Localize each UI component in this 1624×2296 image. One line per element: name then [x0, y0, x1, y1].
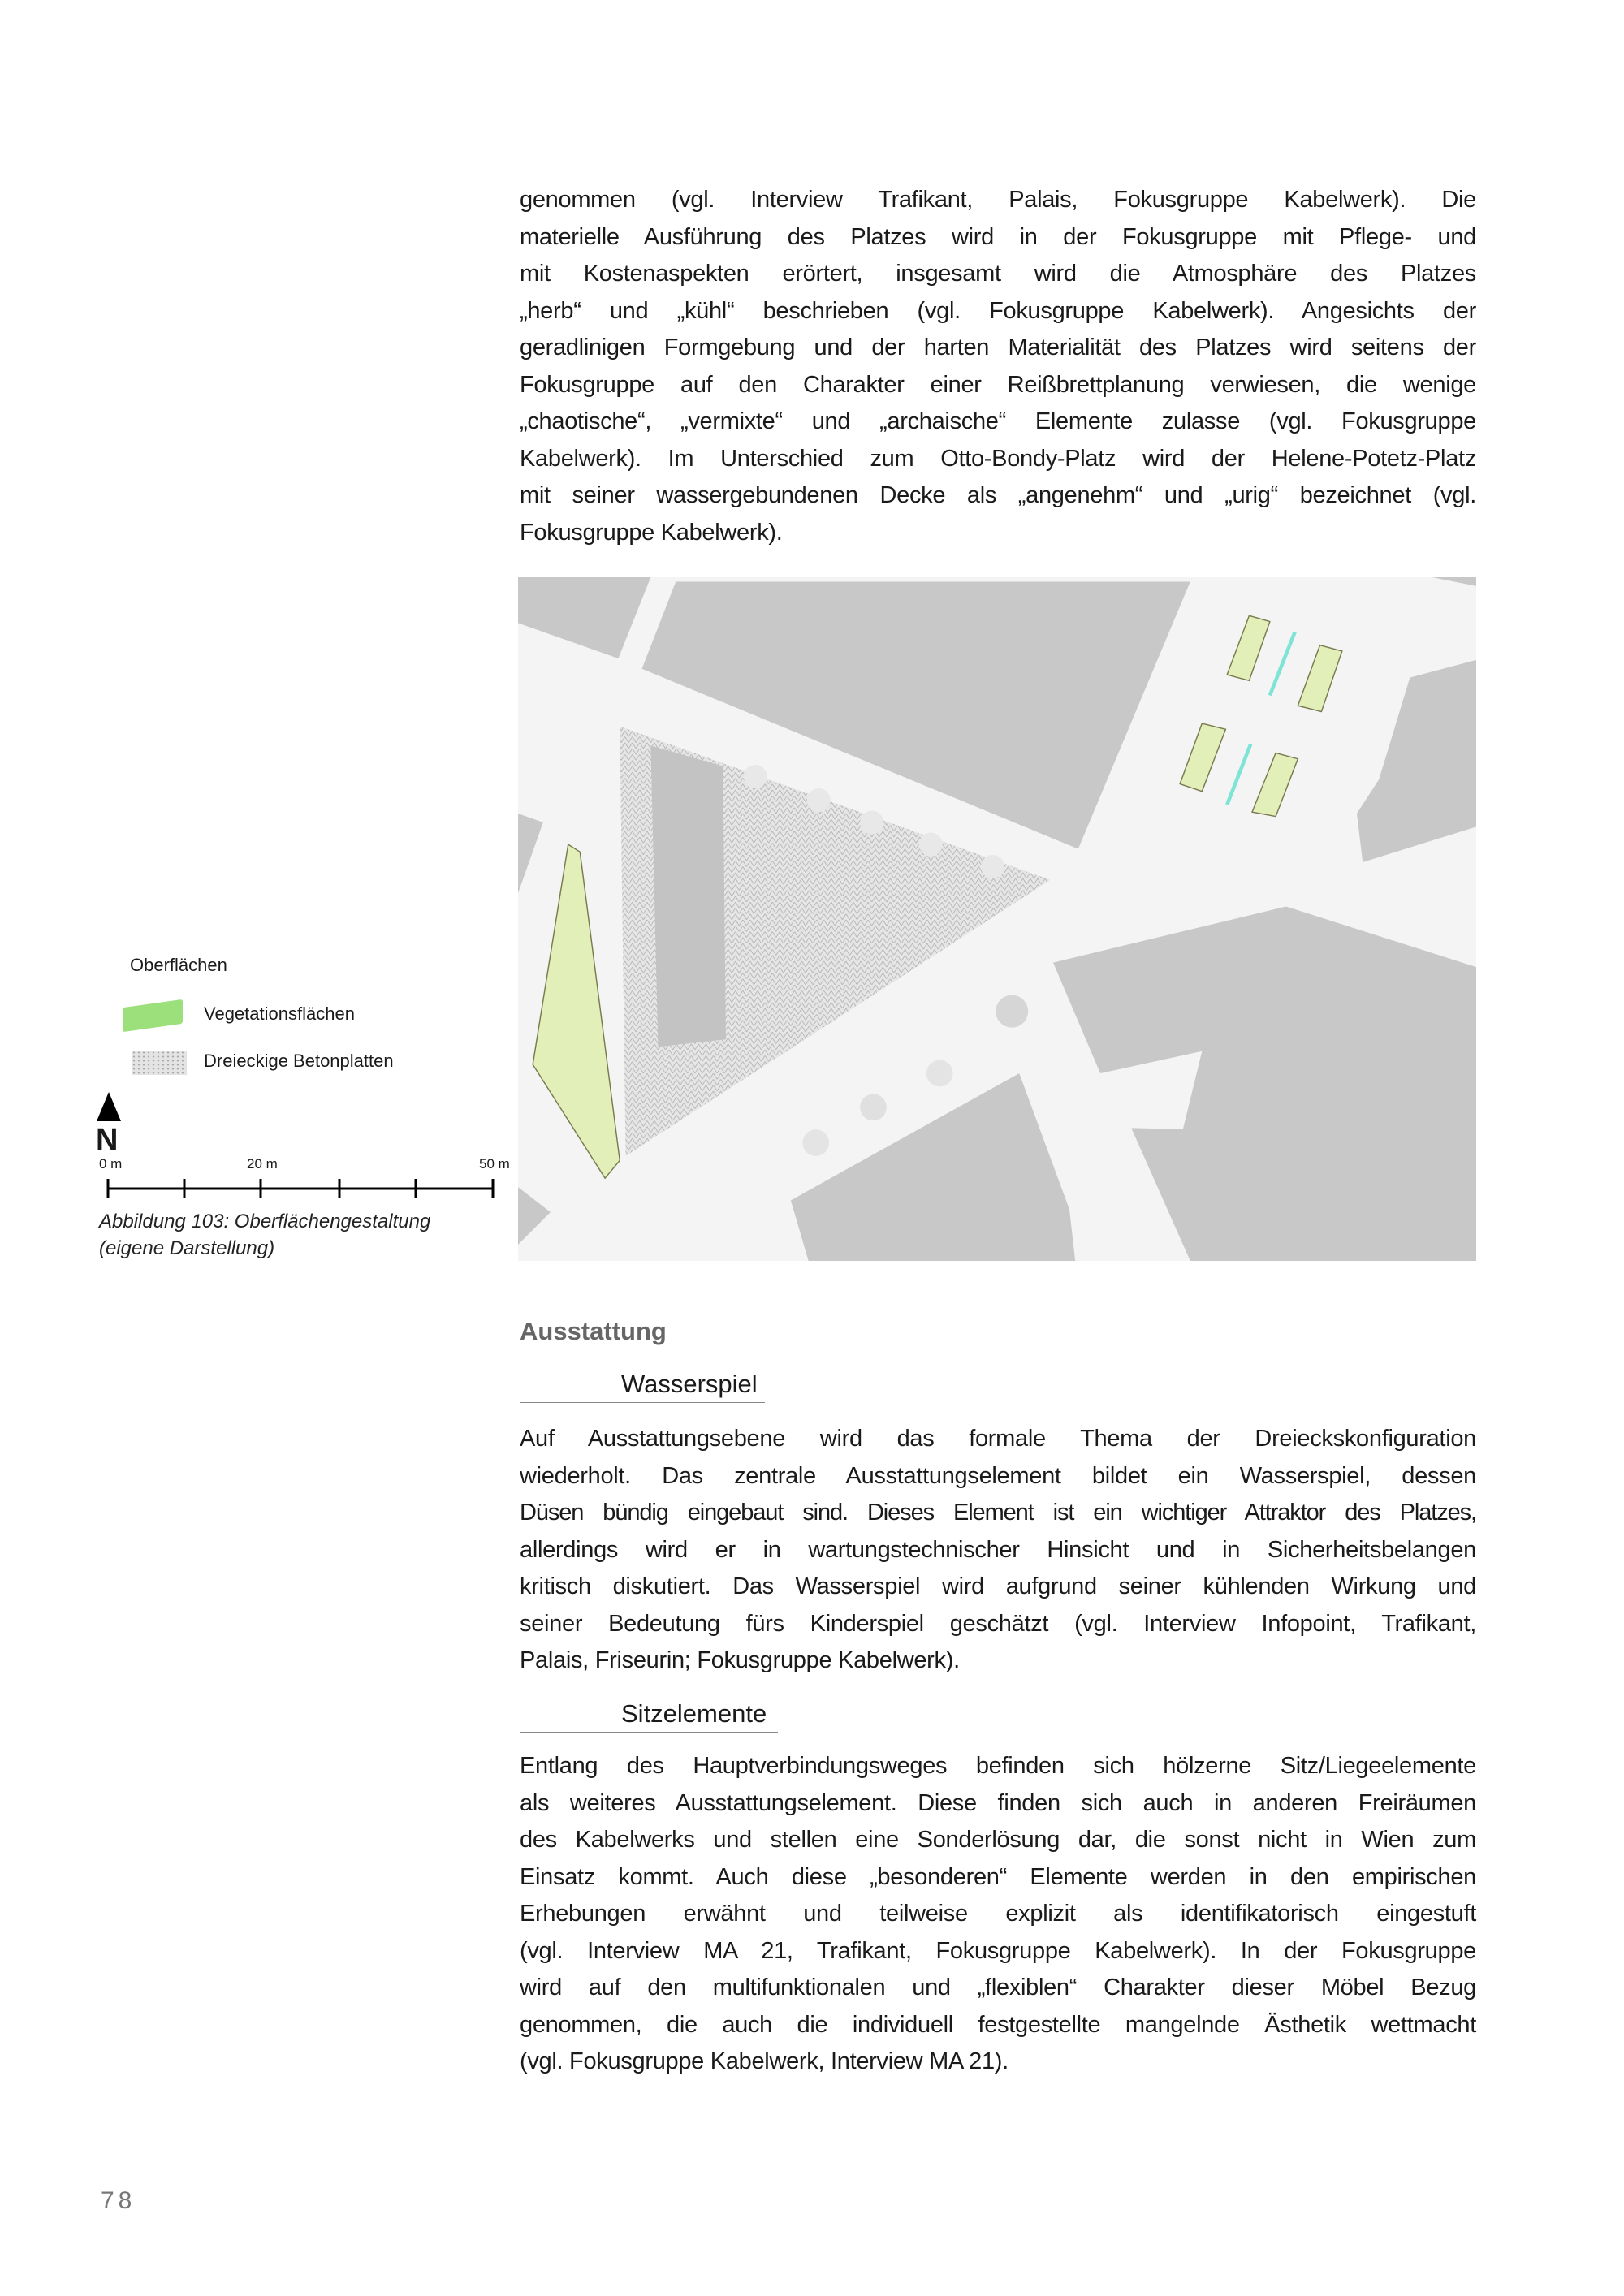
- scale-label: 20 m: [247, 1156, 278, 1172]
- text-line: Entlang des Hauptverbindungsweges befinden sich hölzerne Sitz/Liegeelemente: [520, 1753, 1476, 1779]
- text-line: seiner Bedeutung fürs Kinderspiel geschätzt (vgl. Interview Infopoint, Trafikant,: [520, 1610, 1476, 1637]
- text-line: Düsen bündig eingebaut sind. Dieses Element ist ein wichtiger Attraktor des Platzes,: [520, 1500, 1476, 1526]
- body-paragraph-1: [520, 182, 1476, 551]
- text-line: Kabelwerk). Im Unterschied zum Otto-Bondy-Platz wird der Helene-Potetz-Platz: [520, 445, 1476, 472]
- text-line: des Kabelwerks und stellen eine Sonderlösung dar, die sonst nicht in Wien zum: [520, 1827, 1476, 1853]
- concrete-swatch: [132, 1051, 187, 1075]
- text-line: materielle Ausführung des Platzes wird in der Fokusgruppe mit Pflege- und: [520, 223, 1476, 250]
- scale-label: 0 m: [99, 1156, 123, 1172]
- text-line: mit seiner wassergebundenen Decke als „angenehm“ und „urig“ bezeichnet (vgl.: [520, 482, 1476, 508]
- vegetation-swatch: [123, 999, 183, 1032]
- tree: [981, 855, 1004, 878]
- legend-title: Oberflächen: [130, 955, 227, 975]
- text-line: „herb“ und „kühl“ beschrieben (vgl. Fokusgruppe Kabelwerk). Angesichts der: [520, 297, 1476, 324]
- subheading-sitzelemente: Sitzelemente: [621, 1699, 767, 1728]
- text-line: Fokusgruppe Kabelwerk).: [520, 519, 783, 546]
- tree: [996, 995, 1028, 1028]
- subheading-rule: [520, 1402, 765, 1403]
- building-slab: [650, 745, 726, 1047]
- tree: [919, 833, 943, 857]
- caption-line: (eigene Darstellung): [99, 1237, 275, 1259]
- text-line: mit Kostenaspekten erörtert, insgesamt wird die Atmosphäre des Platzes: [520, 261, 1476, 287]
- figure-caption: [99, 1208, 430, 1262]
- tree: [802, 1129, 829, 1156]
- page-number: 78: [101, 2187, 136, 2214]
- scale-bar: [106, 1176, 499, 1200]
- text-line: als weiteres Ausstattungselement. Diese finden sich auch in anderen Freiräumen: [520, 1789, 1476, 1816]
- tree: [807, 788, 831, 812]
- text-line: Einsatz kommt. Auch diese „besonderen“ Elemente werden in den empirischen: [520, 1863, 1476, 1890]
- legend-item-vegetation: Vegetationsflächen: [204, 1003, 355, 1024]
- text-line: Erhebungen erwähnt und teilweise explizit als identifikatorisch eingestuft: [520, 1901, 1476, 1927]
- tree: [926, 1060, 953, 1087]
- section-heading: Ausstattung: [520, 1317, 667, 1345]
- scale-label: 50 m: [479, 1156, 510, 1172]
- north-arrow-icon: [95, 1092, 123, 1121]
- tree: [860, 810, 883, 834]
- subheading-wasserspiel: Wasserspiel: [621, 1370, 758, 1398]
- tree: [860, 1094, 887, 1121]
- text-line: wiederholt. Das zentrale Ausstattungselement bildet ein Wasserspiel, dessen: [520, 1462, 1476, 1489]
- text-line: genommen (vgl. Interview Trafikant, Palais, Fokusgruppe Kabelwerk). Die: [520, 187, 1476, 213]
- text-line: genommen, die auch die individuell festgestellte mangelnde Ästhetik wettmacht: [520, 2011, 1476, 2038]
- body-paragraph-3: [520, 1748, 1476, 2081]
- tree: [744, 765, 767, 788]
- caption-line: Abbildung 103: Oberflächengestaltung: [99, 1211, 431, 1232]
- north-arrow: [95, 1092, 123, 1157]
- text-line: (vgl. Fokusgruppe Kabelwerk, Interview MA 21).: [520, 2048, 1009, 2074]
- north-label: N: [96, 1123, 119, 1157]
- text-line: Fokusgruppe auf den Charakter einer Reißbrettplanung verwiesen, die wenige: [520, 371, 1476, 398]
- text-line: „chaotische“, „vermixte“ und „archaische“ Elemente zulasse (vgl. Fokusgruppe: [520, 408, 1476, 434]
- text-line: (vgl. Interview MA 21, Trafikant, Fokusgruppe Kabelwerk). In der Fokusgruppe: [520, 1937, 1476, 1964]
- legend-item-concrete: Dreieckige Betonplatten: [204, 1051, 394, 1071]
- subheading-rule: [520, 1732, 778, 1733]
- text-line: geradlinigen Formgebung und der harten Materialität des Platzes wird seitens der: [520, 334, 1476, 360]
- text-line: Auf Ausstattungsebene wird das formale Thema der Dreieckskonfiguration: [520, 1426, 1476, 1452]
- text-line: allerdings wird er in wartungstechnischer Hinsicht und in Sicherheitsbelangen: [520, 1536, 1476, 1563]
- text-line: Palais, Friseurin; Fokusgruppe Kabelwerk).: [520, 1647, 960, 1673]
- text-line: kritisch diskutiert. Das Wasserspiel wird aufgrund seiner kühlenden Wirkung und: [520, 1573, 1476, 1599]
- text-line: wird auf den multifunktionalen und „flexiblen“ Charakter dieser Möbel Bezug: [520, 1974, 1476, 2000]
- surface-design-map: [518, 577, 1476, 1261]
- body-paragraph-2: [520, 1421, 1476, 1680]
